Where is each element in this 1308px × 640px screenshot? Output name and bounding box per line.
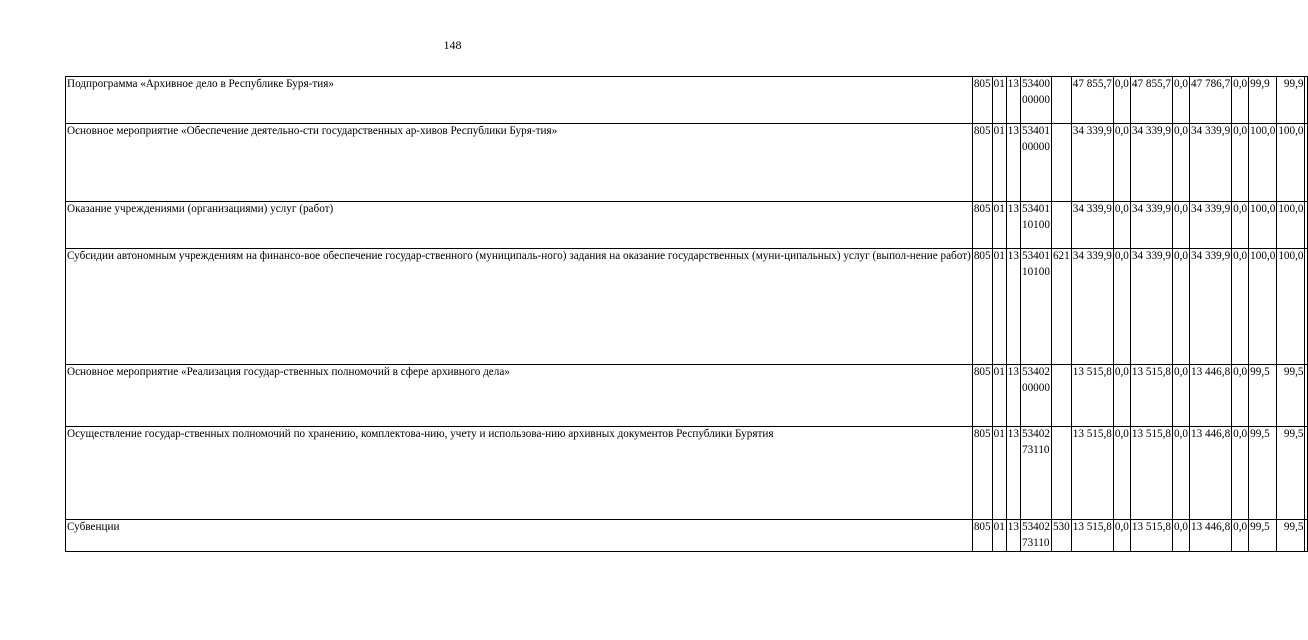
- cell-change-2: 0,0: [1173, 202, 1190, 249]
- cell-executed: 34 339,9: [1190, 249, 1232, 365]
- cell-change: 0,0: [1113, 249, 1130, 365]
- cell-vr: [1051, 124, 1071, 202]
- cell-gr: 805: [972, 77, 992, 124]
- table-row: [66, 249, 1308, 365]
- csr-code-part-2: 00000: [1021, 140, 1050, 153]
- cell-percent-2: 99,9: [1277, 77, 1305, 124]
- cell-csr: [1020, 520, 1051, 552]
- cell-percent-1: 99,5: [1249, 427, 1277, 520]
- cell-gr: 805: [972, 124, 992, 202]
- cell-approved: 47 855,7: [1071, 77, 1113, 124]
- cell-executed: 13 446,8: [1190, 427, 1232, 520]
- cell-csr: [1020, 202, 1051, 249]
- cell-change: 0,0: [1113, 202, 1130, 249]
- cell-change-3: 0,0: [1232, 77, 1249, 124]
- cell-change: 0,0: [1113, 124, 1130, 202]
- budget-table: [65, 76, 1308, 552]
- page-number: 148: [443, 38, 462, 52]
- table-row: [66, 124, 1308, 202]
- cell-executed: 13 446,8: [1190, 365, 1232, 427]
- cell-change-2: 0,0: [1173, 365, 1190, 427]
- cell-pr: 13: [1006, 249, 1020, 365]
- csr-code-part-2: 10100: [1021, 218, 1050, 231]
- cell-adjusted: 13 515,8: [1130, 427, 1172, 520]
- cell-change: 0,0: [1113, 427, 1130, 520]
- cell-approved: 13 515,8: [1071, 520, 1113, 552]
- cell-csr: [1020, 365, 1051, 427]
- cell-change-2: 0,0: [1173, 427, 1190, 520]
- cell-gr: 805: [972, 202, 992, 249]
- cell-vr: [1051, 202, 1071, 249]
- cell-adjusted: 34 339,9: [1130, 202, 1172, 249]
- cell-csr: [1020, 124, 1051, 202]
- cell-percent-1: 99,5: [1249, 365, 1277, 427]
- table-row: [66, 365, 1308, 427]
- cell-change: 0,0: [1113, 77, 1130, 124]
- cell-rz: 01: [992, 202, 1006, 249]
- csr-code-part-1: 53402: [1021, 521, 1050, 533]
- cell-change-3: 0,0: [1232, 202, 1249, 249]
- cell-adjusted: 13 515,8: [1130, 520, 1172, 552]
- table-row: [66, 520, 1308, 552]
- csr-code-part-2: 00000: [1021, 93, 1050, 106]
- table-row: [66, 202, 1308, 249]
- cell-vr: 530: [1051, 520, 1071, 552]
- cell-rz: 01: [992, 77, 1006, 124]
- csr-code-part-1: 53402: [1021, 428, 1050, 440]
- cell-executed: 47 786,7: [1190, 77, 1232, 124]
- cell-rz: 01: [992, 249, 1006, 365]
- cell-percent-2: 100,0: [1277, 124, 1305, 202]
- table-row: [66, 427, 1308, 520]
- cell-approved: 34 339,9: [1071, 124, 1113, 202]
- cell-percent-1: 100,0: [1249, 202, 1277, 249]
- cell-name: Оказание учреждениями (организациями) услуг (работ): [66, 202, 973, 249]
- cell-csr: [1020, 77, 1051, 124]
- cell-executed: 34 339,9: [1190, 202, 1232, 249]
- cell-vr: [1051, 77, 1071, 124]
- cell-executed: 13 446,8: [1190, 520, 1232, 552]
- csr-code-part-1: 53401: [1021, 250, 1050, 262]
- csr-code-part-2: 73110: [1021, 443, 1050, 456]
- cell-pr: 13: [1006, 124, 1020, 202]
- cell-approved: 13 515,8: [1071, 365, 1113, 427]
- csr-code-part-2: 00000: [1021, 381, 1050, 394]
- cell-approved: 34 339,9: [1071, 249, 1113, 365]
- cell-percent-1: 99,9: [1249, 77, 1277, 124]
- cell-percent-2: 100,0: [1277, 249, 1305, 365]
- cell-change-3: 0,0: [1232, 365, 1249, 427]
- cell-change: 0,0: [1113, 520, 1130, 552]
- cell-approved: 34 339,9: [1071, 202, 1113, 249]
- cell-pr: 13: [1006, 202, 1020, 249]
- cell-percent-1: 100,0: [1249, 124, 1277, 202]
- cell-adjusted: 34 339,9: [1130, 249, 1172, 365]
- cell-percent-1: 99,5: [1249, 520, 1277, 552]
- cell-name: Подпрограмма «Архивное дело в Республике Буря-тия»: [66, 77, 973, 124]
- cell-name: Основное мероприятие «Обеспечение деятельно-сти государственных ар-хивов Республики Буря-тия»: [66, 124, 973, 202]
- cell-percent-2: 99,5: [1277, 520, 1305, 552]
- cell-change-3: 0,0: [1232, 249, 1249, 365]
- cell-executed: 34 339,9: [1190, 124, 1232, 202]
- cell-gr: 805: [972, 520, 992, 552]
- cell-rz: 01: [992, 124, 1006, 202]
- cell-percent-2: 99,5: [1277, 427, 1305, 520]
- cell-csr: [1020, 427, 1051, 520]
- cell-vr: [1051, 427, 1071, 520]
- cell-gr: 805: [972, 427, 992, 520]
- csr-code-part-2: 10100: [1021, 265, 1050, 278]
- cell-rz: 01: [992, 520, 1006, 552]
- csr-code-part-1: 53401: [1021, 125, 1050, 137]
- cell-name: Осуществление государ-ственных полномочий по хранению, комплектова-нию, учету и использова-нию архивных документов Республики Бурятия: [66, 427, 973, 520]
- cell-change: 0,0: [1113, 365, 1130, 427]
- cell-pr: 13: [1006, 365, 1020, 427]
- cell-name: Субсидии автономным учреждениям на финансо-вое обеспечение государ-ственного (муниципаль-ного) задания на оказание государственных (муни-ципальных) услуг (выпол-нение работ): [66, 249, 973, 365]
- cell-csr: [1020, 249, 1051, 365]
- cell-change-2: 0,0: [1173, 77, 1190, 124]
- cell-name: Основное мероприятие «Реализация государ-ственных полномочий в сфере архивного дела»: [66, 365, 973, 427]
- csr-code-part-1: 53402: [1021, 366, 1050, 378]
- cell-name: Субвенции: [66, 520, 973, 552]
- cell-change-3: 0,0: [1232, 427, 1249, 520]
- cell-gr: 805: [972, 365, 992, 427]
- csr-code-part-2: 73110: [1021, 536, 1050, 549]
- cell-approved: 13 515,8: [1071, 427, 1113, 520]
- cell-rz: 01: [992, 365, 1006, 427]
- cell-adjusted: 34 339,9: [1130, 124, 1172, 202]
- cell-percent-2: 99,5: [1277, 365, 1305, 427]
- cell-change-2: 0,0: [1173, 249, 1190, 365]
- cell-rz: 01: [992, 427, 1006, 520]
- csr-code-part-1: 53401: [1021, 203, 1050, 215]
- cell-gr: 805: [972, 249, 992, 365]
- table-row: [66, 77, 1308, 124]
- cell-percent-1: 100,0: [1249, 249, 1277, 365]
- cell-change-3: 0,0: [1232, 124, 1249, 202]
- cell-vr: [1051, 365, 1071, 427]
- cell-change-2: 0,0: [1173, 520, 1190, 552]
- csr-code-part-1: 53400: [1021, 78, 1050, 90]
- cell-vr: 621: [1051, 249, 1071, 365]
- cell-pr: 13: [1006, 427, 1020, 520]
- cell-pr: 13: [1006, 520, 1020, 552]
- cell-change-2: 0,0: [1173, 124, 1190, 202]
- cell-adjusted: 47 855,7: [1130, 77, 1172, 124]
- cell-change-3: 0,0: [1232, 520, 1249, 552]
- cell-adjusted: 13 515,8: [1130, 365, 1172, 427]
- cell-percent-2: 100,0: [1277, 202, 1305, 249]
- cell-pr: 13: [1006, 77, 1020, 124]
